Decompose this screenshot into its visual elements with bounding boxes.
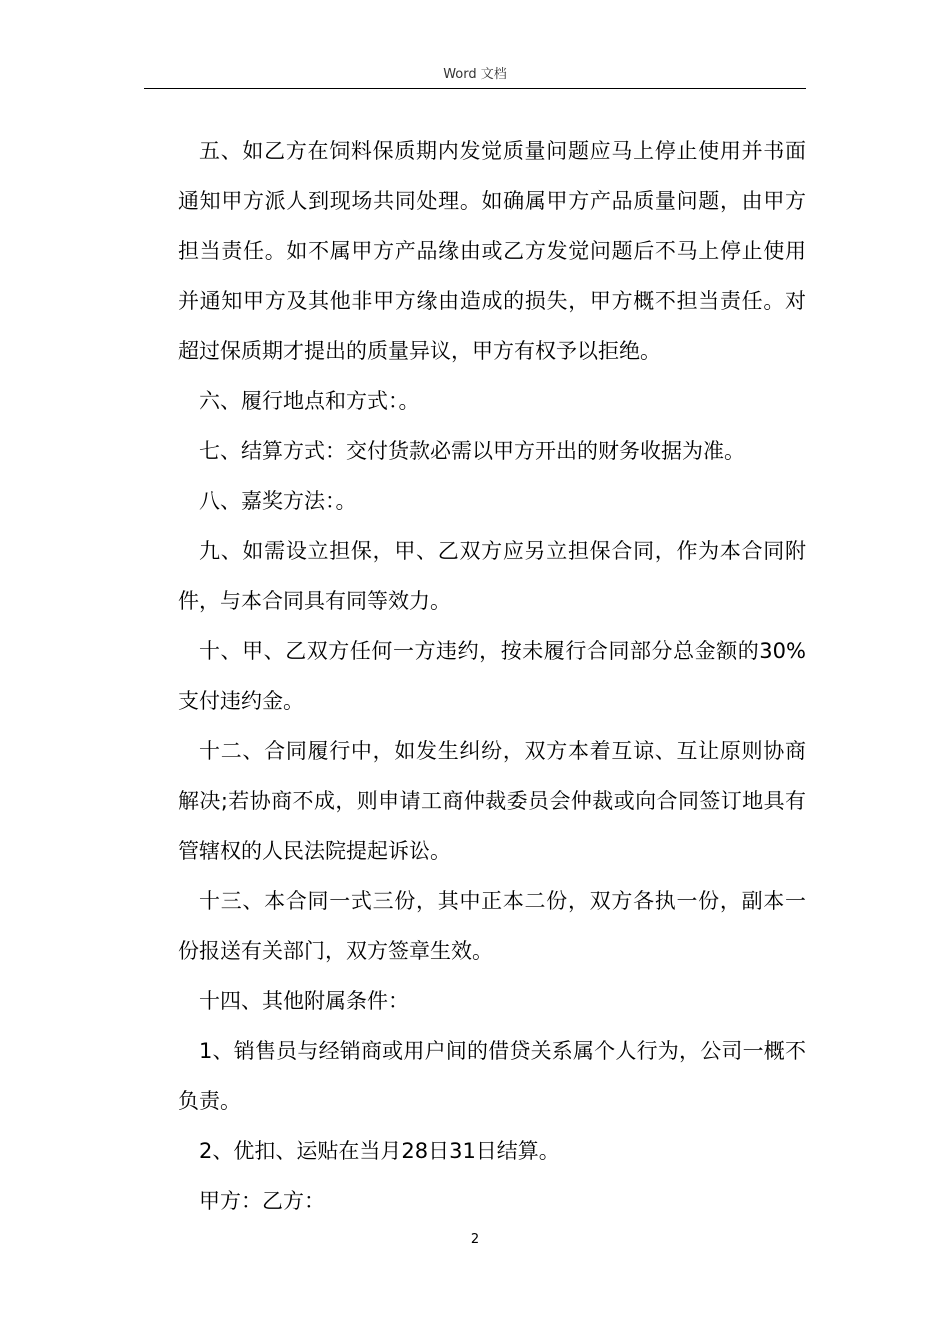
- paragraph-clause-13: 十三、本合同一式三份，其中正本二份，双方各执一份，副本一份报送有关部门，双方签章生效。: [178, 889, 806, 963]
- page-header: Word 文档: [443, 67, 507, 82]
- header-divider: [144, 88, 806, 89]
- paragraph-clause-5: 五、如乙方在饲料保质期内发觉质量问题应马上停止使用并书面通知甲方派人到现场共同处理。如确属甲方产品质量问题，由甲方担当责任。如不属甲方产品缘由或乙方发觉问题后不马上停止使用并通知甲方及其他非甲方缘由造成的损失，甲方概不担当责任。对超过保质期才提出的质量异议，甲方有权予以拒绝。: [178, 139, 806, 363]
- paragraph-clause-9: 九、如需设立担保，甲、乙双方应另立担保合同，作为本合同附件，与本合同具有同等效力。: [178, 539, 806, 613]
- paragraph-sub-1: 1、销售员与经销商或用户间的借贷关系属个人行为，公司一概不负责。: [178, 1039, 806, 1113]
- paragraph-clause-6: 六、履行地点和方式：。: [199, 389, 420, 413]
- document-body: [178, 126, 806, 1226]
- paragraph-clause-12: 十二、合同履行中，如发生纠纷，双方本着互谅、互让原则协商解决;若协商不成，则申请工商仲裁委员会仲裁或向合同签订地具有管辖权的人民法院提起诉讼。: [178, 739, 806, 863]
- paragraph-clause-10: 十、甲、乙双方任何一方违约，按未履行合同部分总金额的30%支付违约金。: [178, 639, 806, 713]
- paragraph-clause-7: 七、结算方式：交付货款必需以甲方开出的财务收据为准。: [199, 439, 745, 463]
- paragraph-signatures: 甲方：乙方：: [199, 1189, 325, 1213]
- paragraph-clause-8: 八、嘉奖方法：。: [199, 489, 357, 513]
- paragraph-sub-2: 2、优扣、运贴在当月28日31日结算。: [199, 1139, 560, 1163]
- page-number: 2: [470, 1232, 480, 1247]
- paragraph-clause-14: 十四、其他附属条件：: [199, 989, 409, 1013]
